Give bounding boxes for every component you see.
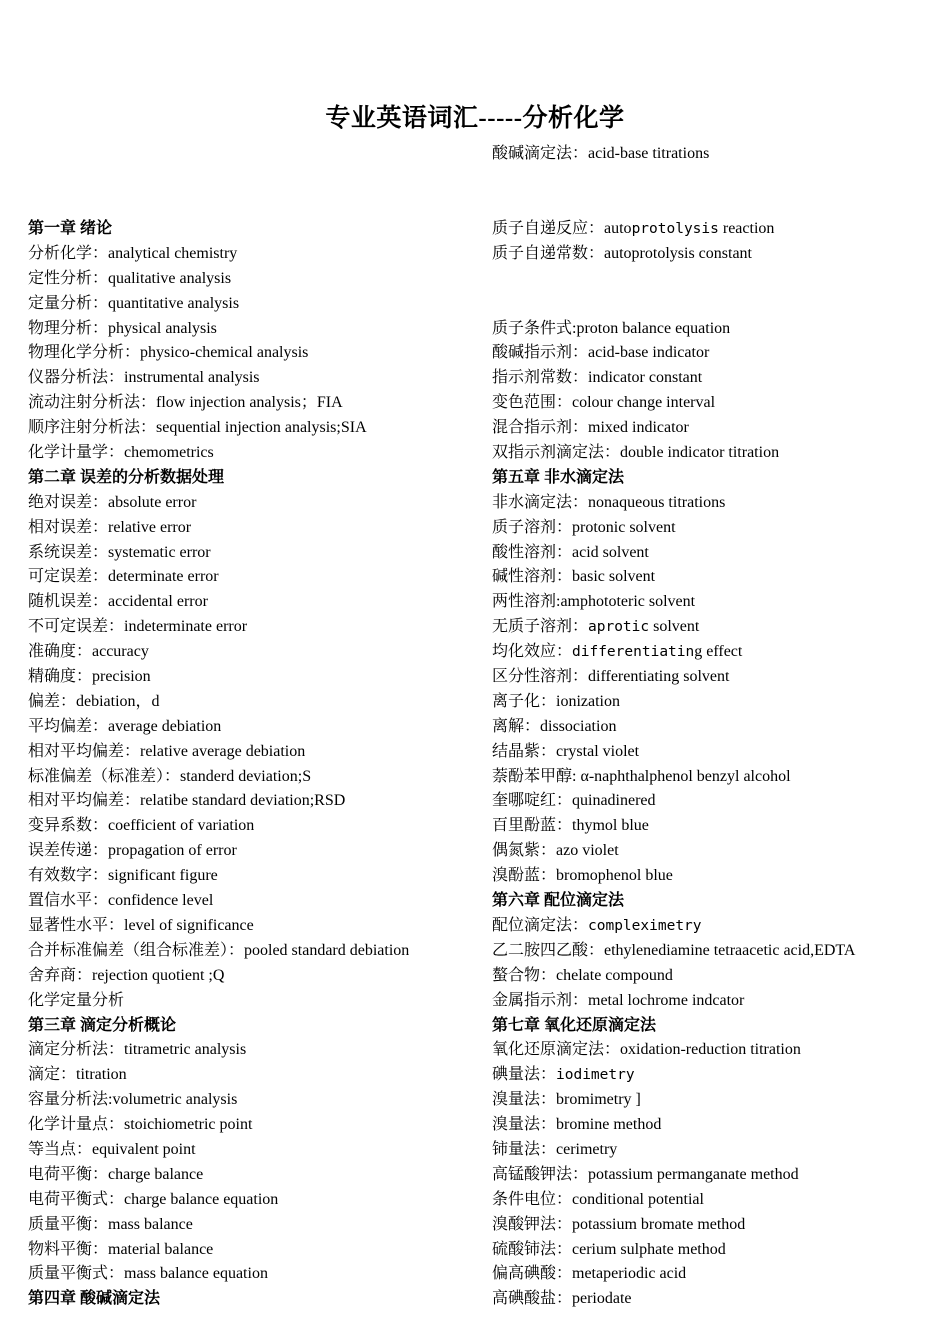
entry-text-tail: solvent xyxy=(649,618,700,636)
vocab-entry xyxy=(492,1063,950,1088)
entry-text: 条件电位：conditional potential xyxy=(492,1190,704,1208)
vocab-entry: 物料平衡：material balance xyxy=(28,1240,214,1258)
vocab-entry xyxy=(492,391,950,416)
entry-text: 乙二胺四乙酸：ethylenediamine tetraacetic acid,EDTA xyxy=(492,941,856,959)
vocab-entry: 仪器分析法：instrumental analysis xyxy=(28,369,260,387)
vocab-entry xyxy=(492,665,950,690)
entry-text: 质子自递反应：auto xyxy=(492,220,632,237)
entry-text: 第六章 配位滴定法 xyxy=(492,892,625,910)
entry-text: 第七章 氧化还原滴定法 xyxy=(492,1016,657,1034)
vocab-entry: 滴定：titration xyxy=(28,1066,127,1084)
entry-text: 偶氮紫：azo violet xyxy=(492,842,619,860)
top-right-entry: 酸碱滴定法：acid-base titrations xyxy=(492,145,710,162)
entry-text: 碱性溶剂：basic solvent xyxy=(492,568,656,586)
entry-text: 高碘酸盐：periodate xyxy=(492,1290,632,1308)
vocab-entry xyxy=(492,765,950,790)
chapter-heading xyxy=(492,466,950,491)
vocab-entry: 顺序注射分析法：sequential injection analysis;SIA xyxy=(28,419,367,437)
entry-text: 溴量法：bromimetry ] xyxy=(492,1091,641,1109)
entry-text: 质子自递常数：autoprotolysis constant xyxy=(492,244,752,262)
entry-text: 均化效应： xyxy=(492,643,573,661)
vocab-entry: 有效数字：significant figure xyxy=(28,867,218,885)
entry-text: 氧化还原滴定法：oxidation-reduction titration xyxy=(492,1041,801,1059)
vocab-entry xyxy=(492,1038,950,1063)
vocab-entry xyxy=(492,441,950,466)
chapter-heading xyxy=(492,1014,950,1039)
vocab-entry xyxy=(492,740,950,765)
entry-text: 酸性溶剂：acid solvent xyxy=(492,543,649,561)
entry-text: 溴酚蓝：bromophenol blue xyxy=(492,867,673,885)
entry-text: 酸碱指示剂：acid-base indicator xyxy=(492,344,710,362)
entry-text-tail: g effect xyxy=(694,643,743,661)
vocab-entry xyxy=(492,1163,950,1188)
vocab-entry xyxy=(492,1238,950,1263)
vocab-entry xyxy=(492,1188,950,1213)
vocab-entry xyxy=(492,1138,950,1163)
vocab-entry xyxy=(492,242,950,267)
entry-text: 萘酚苯甲醇: α-naphthalphenol benzyl alcohol xyxy=(492,767,791,785)
vocab-entry xyxy=(492,366,950,391)
vocab-entry: 相对平均偏差：relatibe standard deviation;RSD xyxy=(28,792,346,810)
entry-text: 溴量法：bromine method xyxy=(492,1116,662,1134)
vocab-entry xyxy=(492,416,950,441)
vocab-entry xyxy=(492,964,950,989)
page-title: 专业英语词汇-----分析化学 xyxy=(325,105,625,132)
entry-text: 铈量法：cerimetry xyxy=(492,1140,618,1158)
right-column xyxy=(492,217,950,1312)
vocab-entry: 化学定量分析 xyxy=(28,991,125,1009)
vocab-entry xyxy=(492,1262,950,1287)
entry-text: 偏高碘酸：metaperiodic acid xyxy=(492,1265,687,1283)
vocab-entry xyxy=(492,1088,950,1113)
vocab-entry xyxy=(492,640,950,665)
vocab-entry xyxy=(492,1287,950,1312)
vocab-entry: 随机误差：accidental error xyxy=(28,593,208,611)
left-column xyxy=(28,217,488,1312)
vocab-entry xyxy=(492,516,950,541)
vocab-entry: 显著性水平：level of significance xyxy=(28,916,254,934)
entry-text: 两性溶剂:amphototeric solvent xyxy=(492,593,696,611)
entry-text: 离解：dissociation xyxy=(492,717,617,735)
chapter-heading: 第四章 酸碱滴定法 xyxy=(28,1290,161,1308)
vocab-entry: 系统误差：systematic error xyxy=(28,543,211,561)
vocab-entry: 偏差：debiation，d xyxy=(28,692,160,710)
entry-text: 质子溶剂：protonic solvent xyxy=(492,518,676,536)
chapter-heading: 第一章 绪论 xyxy=(28,220,113,237)
vocab-entry: 相对误差：relative error xyxy=(28,518,192,536)
vocab-entry xyxy=(492,814,950,839)
vocab-entry xyxy=(492,1113,950,1138)
vocab-entry: 可定误差：determinate error xyxy=(28,568,219,586)
vocab-entry: 定性分析：qualitative analysis xyxy=(28,269,232,287)
entry-text: 无质子溶剂： xyxy=(492,618,589,636)
entry-text: 溴酸钾法：potassium bromate method xyxy=(492,1215,746,1233)
entry-text: 非水滴定法：nonaqueous titrations xyxy=(492,493,726,511)
vocab-entry xyxy=(492,939,950,964)
vocab-entry: 平均偏差：average debiation xyxy=(28,717,222,735)
entry-text: 碘量法： xyxy=(492,1066,557,1084)
vocab-entry: 化学计量点：stoichiometric point xyxy=(28,1116,253,1134)
entry-text: 硫酸铈法：cerium sulphate method xyxy=(492,1240,726,1258)
vocab-entry xyxy=(492,989,950,1014)
vocab-entry: 质量平衡：mass balance xyxy=(28,1215,193,1233)
vocab-entry xyxy=(492,590,950,615)
vocab-entry xyxy=(492,690,950,715)
chapter-heading: 第二章 误差的分析数据处理 xyxy=(28,468,225,486)
vocab-entry: 变异系数：coefficient of variation xyxy=(28,817,255,835)
vocab-entry xyxy=(492,615,950,640)
vocab-entry xyxy=(492,267,950,292)
entry-text: 混合指示剂：mixed indicator xyxy=(492,419,689,437)
entry-text: 离子化：ionization xyxy=(492,692,620,710)
entry-text: 质子条件式:proton balance equation xyxy=(492,319,731,337)
vocab-entry: 容量分析法:volumetric analysis xyxy=(28,1091,238,1109)
entry-text: 双指示剂滴定法：double indicator titration xyxy=(492,444,780,462)
vocab-entry xyxy=(492,839,950,864)
vocab-entry xyxy=(492,1213,950,1238)
vocab-entry: 相对平均偏差：relative average debiation xyxy=(28,742,306,760)
entry-text: 百里酚蓝：thymol blue xyxy=(492,817,649,835)
entry-text: 第五章 非水滴定法 xyxy=(492,468,625,486)
vocab-entry xyxy=(492,914,950,939)
entry-term-mono: differentiatin xyxy=(572,644,695,661)
entry-term-mono: compleximetry xyxy=(588,917,702,934)
vocab-entry: 流动注射分析法：flow injection analysis；FIA xyxy=(28,394,343,412)
entry-text: 配位滴定法： xyxy=(492,916,589,934)
entry-text: 变色范围：colour change interval xyxy=(492,394,716,412)
vocab-entry xyxy=(492,292,950,317)
vocab-entry xyxy=(492,217,950,242)
vocab-entry xyxy=(492,541,950,566)
chapter-heading xyxy=(492,889,950,914)
vocab-entry xyxy=(492,341,950,366)
vocab-entry: 滴定分析法：titrametric analysis xyxy=(28,1041,247,1059)
entry-text: 区分性溶剂：differentiating solvent xyxy=(492,668,730,686)
entry-text: 奎哪啶红：quinadinered xyxy=(492,792,656,810)
entry-text-tail: reaction xyxy=(718,220,775,237)
vocab-entry xyxy=(492,317,950,342)
vocab-entry xyxy=(492,715,950,740)
vocab-entry xyxy=(492,491,950,516)
entry-text: 结晶紫：crystal violet xyxy=(492,742,640,760)
entry-text: 金属指示剂：metal lochrome indcator xyxy=(492,991,745,1009)
vocab-entry: 误差传递：propagation of error xyxy=(28,842,237,860)
vocab-entry: 舍弃商：rejection quotient ;Q xyxy=(28,966,225,984)
vocab-entry: 定量分析：quantitative analysis xyxy=(28,294,240,312)
entry-text: 高锰酸钾法：potassium permanganate method xyxy=(492,1165,799,1183)
vocab-entry: 不可定误差：indeterminate error xyxy=(28,618,248,636)
entry-text: 螯合物：chelate compound xyxy=(492,966,673,984)
vocab-entry: 绝对误差：absolute error xyxy=(28,493,197,511)
vocab-entry: 物理分析：physical analysis xyxy=(28,319,217,337)
entry-term-mono: iodimetry xyxy=(556,1067,635,1084)
vocab-entry: 标准偏差（标准差）：standerd deviation;S xyxy=(28,767,312,785)
vocab-entry: 精确度：precision xyxy=(28,668,151,686)
vocab-entry: 电荷平衡：charge balance xyxy=(28,1165,204,1183)
entry-text: 指示剂常数：indicator constant xyxy=(492,369,703,387)
vocab-entry: 质量平衡式：mass balance equation xyxy=(28,1265,268,1283)
vocab-entry xyxy=(492,789,950,814)
vocab-entry: 分析化学：analytical chemistry xyxy=(28,244,238,262)
vocab-entry xyxy=(492,565,950,590)
vocab-entry: 物理化学分析：physico-chemical analysis xyxy=(28,344,309,362)
entry-term-mono: aprotic xyxy=(588,619,650,636)
entry-term-mono: protolysis xyxy=(631,221,719,237)
vocab-entry: 置信水平：confidence level xyxy=(28,892,214,910)
vocab-entry: 电荷平衡式：charge balance equation xyxy=(28,1190,279,1208)
chapter-heading: 第三章 滴定分析概论 xyxy=(28,1016,177,1034)
vocab-entry: 准确度：accuracy xyxy=(28,643,149,661)
vocab-entry: 等当点：equivalent point xyxy=(28,1140,196,1158)
vocab-entry xyxy=(492,864,950,889)
vocab-entry: 化学计量学：chemometrics xyxy=(28,444,214,462)
vocab-entry: 合并标准偏差（组合标准差）：pooled standard debiation xyxy=(28,941,410,959)
